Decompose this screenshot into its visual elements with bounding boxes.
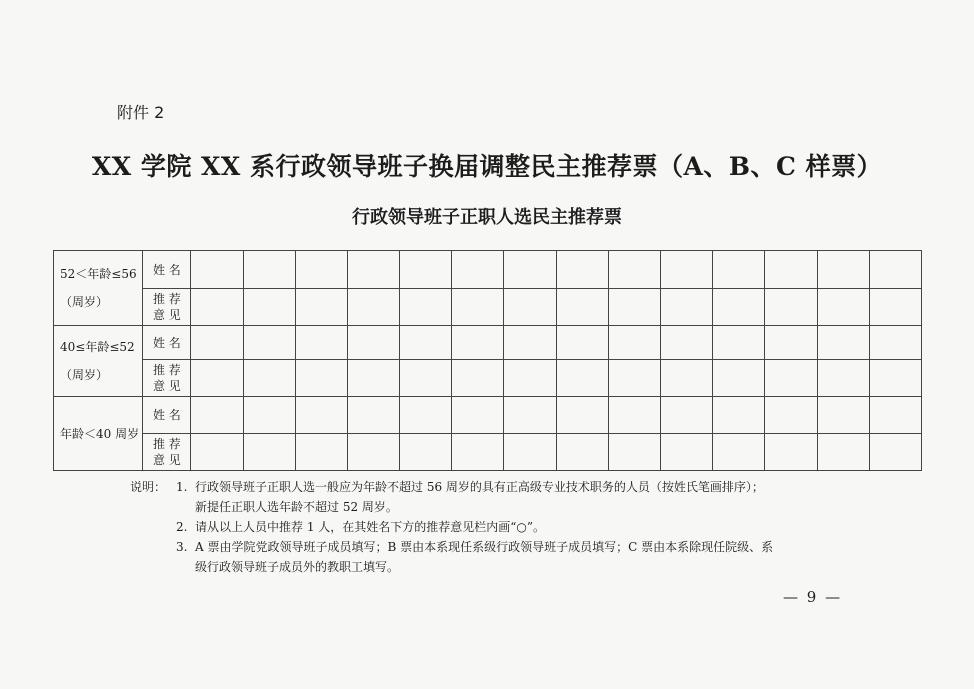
recommendation-cell[interactable] [661, 360, 713, 397]
note-continuation: 级行政领导班子成员外的教职工填写。 [195, 560, 400, 574]
recommendation-cell[interactable] [556, 360, 608, 397]
recommendation-cell[interactable] [347, 360, 399, 397]
candidate-name-cell[interactable] [556, 397, 608, 434]
recommendation-cell[interactable] [713, 289, 765, 326]
recommendation-cell[interactable] [869, 289, 921, 326]
recommendation-cell[interactable] [765, 434, 817, 471]
candidate-name-cell[interactable] [765, 397, 817, 434]
recommendation-cell[interactable] [295, 289, 347, 326]
recommendation-cell[interactable] [191, 360, 243, 397]
candidate-name-cell[interactable] [765, 251, 817, 289]
recommendation-cell[interactable] [817, 289, 869, 326]
recommendation-cell[interactable] [713, 360, 765, 397]
recommendation-cell[interactable] [400, 434, 452, 471]
opinion-label-line1: 推 荐 [152, 292, 181, 306]
recommendation-cell[interactable] [608, 289, 660, 326]
recommendation-cell[interactable] [817, 360, 869, 397]
candidate-name-cell[interactable] [191, 251, 243, 289]
opinion-label-line2: 意 见 [152, 379, 181, 393]
candidate-name-cell[interactable] [504, 397, 556, 434]
recommendation-cell[interactable] [347, 434, 399, 471]
notes-section [130, 477, 895, 577]
recommendation-cell[interactable] [869, 434, 921, 471]
candidate-name-cell[interactable] [608, 397, 660, 434]
recommendation-cell[interactable] [191, 289, 243, 326]
candidate-name-cell[interactable] [713, 326, 765, 360]
notes-lead: 说明： [130, 480, 167, 494]
recommendation-cell[interactable] [452, 289, 504, 326]
name-row-label: 姓 名 [143, 397, 191, 434]
document-subtitle: 行政领导班子正职人选民主推荐票 [352, 207, 622, 228]
group-3-opinion-row [54, 434, 922, 471]
candidate-name-cell[interactable] [504, 251, 556, 289]
candidate-name-cell[interactable] [400, 251, 452, 289]
age-range-text: 52＜年龄≤56 [60, 267, 137, 281]
candidate-name-cell[interactable] [452, 251, 504, 289]
recommendation-cell[interactable] [400, 289, 452, 326]
age-unit-text: （周岁） [60, 295, 109, 309]
recommendation-cell[interactable] [504, 434, 556, 471]
opinion-row-label [143, 289, 191, 326]
candidate-name-cell[interactable] [295, 326, 347, 360]
page-number: — 9 — [783, 588, 843, 606]
candidate-name-cell[interactable] [191, 326, 243, 360]
recommendation-cell[interactable] [661, 434, 713, 471]
recommendation-cell[interactable] [452, 434, 504, 471]
note-number: 1. [176, 480, 188, 494]
ballot-table [53, 250, 922, 471]
recommendation-cell[interactable] [713, 434, 765, 471]
age-range-cell [54, 251, 143, 326]
attachment-label: 附件 2 [117, 103, 165, 122]
opinion-label-line2: 意 见 [152, 308, 181, 322]
candidate-name-cell[interactable] [661, 251, 713, 289]
recommendation-cell[interactable] [608, 360, 660, 397]
candidate-name-cell[interactable] [556, 326, 608, 360]
age-range-cell [54, 397, 143, 471]
note-item-1 [130, 477, 895, 497]
candidate-name-cell[interactable] [243, 397, 295, 434]
recommendation-cell[interactable] [765, 289, 817, 326]
recommendation-cell[interactable] [243, 360, 295, 397]
recommendation-cell[interactable] [817, 434, 869, 471]
candidate-name-cell[interactable] [713, 397, 765, 434]
note-spacer [130, 537, 176, 557]
candidate-name-cell[interactable] [661, 397, 713, 434]
note-item-2 [130, 517, 895, 537]
group-3-name-row [54, 397, 922, 434]
recommendation-cell[interactable] [243, 434, 295, 471]
note-text: A 票由学院党政领导班子成员填写；B 票由本系现任系级行政领导班子成员填写；C 票由本系除现任院级、系 [195, 540, 774, 554]
candidate-name-cell[interactable] [452, 397, 504, 434]
age-range-cell [54, 326, 143, 397]
candidate-name-cell[interactable] [608, 251, 660, 289]
candidate-name-cell[interactable] [400, 326, 452, 360]
recommendation-cell[interactable] [504, 360, 556, 397]
document-title: XX 学院 XX 系行政领导班子换届调整民主推荐票（A、B、C 样票） [91, 152, 883, 181]
candidate-name-cell[interactable] [191, 397, 243, 434]
age-range-text: 年龄＜40 周岁 [60, 426, 140, 441]
candidate-name-cell[interactable] [713, 251, 765, 289]
name-row-label: 姓 名 [143, 251, 191, 289]
opinion-label-line1: 推 荐 [152, 437, 181, 451]
opinion-row-label [143, 434, 191, 471]
candidate-name-cell[interactable] [817, 397, 869, 434]
note-number: 2. [176, 520, 188, 534]
opinion-label-line2: 意 见 [152, 453, 181, 467]
candidate-name-cell[interactable] [400, 397, 452, 434]
candidate-name-cell[interactable] [817, 251, 869, 289]
candidate-name-cell[interactable] [295, 251, 347, 289]
group-2-name-row [54, 326, 922, 360]
candidate-name-cell[interactable] [869, 397, 921, 434]
recommendation-cell[interactable] [765, 360, 817, 397]
candidate-name-cell[interactable] [817, 326, 869, 360]
candidate-name-cell[interactable] [869, 251, 921, 289]
recommendation-cell[interactable] [869, 360, 921, 397]
note-text: 行政领导班子正职人选一般应为年龄不超过 56 周岁的具有正高级专业技术职务的人员（按姓氏笔画排序）； [195, 480, 764, 494]
recommendation-cell[interactable] [191, 434, 243, 471]
opinion-row-label [143, 360, 191, 397]
note-spacer [130, 517, 176, 537]
candidate-name-cell[interactable] [765, 326, 817, 360]
recommendation-cell[interactable] [556, 434, 608, 471]
recommendation-cell[interactable] [243, 289, 295, 326]
recommendation-cell[interactable] [347, 289, 399, 326]
note-text: 请从以上人员中推荐 1 人，在其姓名下方的推荐意见栏内画“○”。 [195, 520, 546, 534]
note-continuation: 新提任正职人选年龄不超过 52 周岁。 [195, 500, 398, 514]
recommendation-cell[interactable] [295, 360, 347, 397]
candidate-name-cell[interactable] [243, 251, 295, 289]
recommendation-cell[interactable] [295, 434, 347, 471]
candidate-name-cell[interactable] [347, 397, 399, 434]
candidate-name-cell[interactable] [452, 326, 504, 360]
candidate-name-cell[interactable] [556, 251, 608, 289]
recommendation-cell[interactable] [556, 289, 608, 326]
candidate-name-cell[interactable] [347, 251, 399, 289]
candidate-name-cell[interactable] [504, 326, 556, 360]
candidate-name-cell[interactable] [608, 326, 660, 360]
candidate-name-cell[interactable] [243, 326, 295, 360]
group-2-opinion-row [54, 360, 922, 397]
candidate-name-cell[interactable] [295, 397, 347, 434]
opinion-label-line1: 推 荐 [152, 363, 181, 377]
recommendation-cell[interactable] [608, 434, 660, 471]
group-1-opinion-row [54, 289, 922, 326]
candidate-name-cell[interactable] [347, 326, 399, 360]
recommendation-cell[interactable] [504, 289, 556, 326]
age-range-text: 40≤年龄≤52 [60, 340, 135, 354]
recommendation-cell[interactable] [400, 360, 452, 397]
candidate-name-cell[interactable] [869, 326, 921, 360]
recommendation-cell[interactable] [452, 360, 504, 397]
candidate-name-cell[interactable] [661, 326, 713, 360]
name-row-label: 姓 名 [143, 326, 191, 360]
group-1-name-row [54, 251, 922, 289]
note-item-3 [130, 537, 895, 557]
age-unit-text: （周岁） [60, 368, 109, 382]
note-number: 3. [176, 540, 188, 554]
recommendation-cell[interactable] [661, 289, 713, 326]
